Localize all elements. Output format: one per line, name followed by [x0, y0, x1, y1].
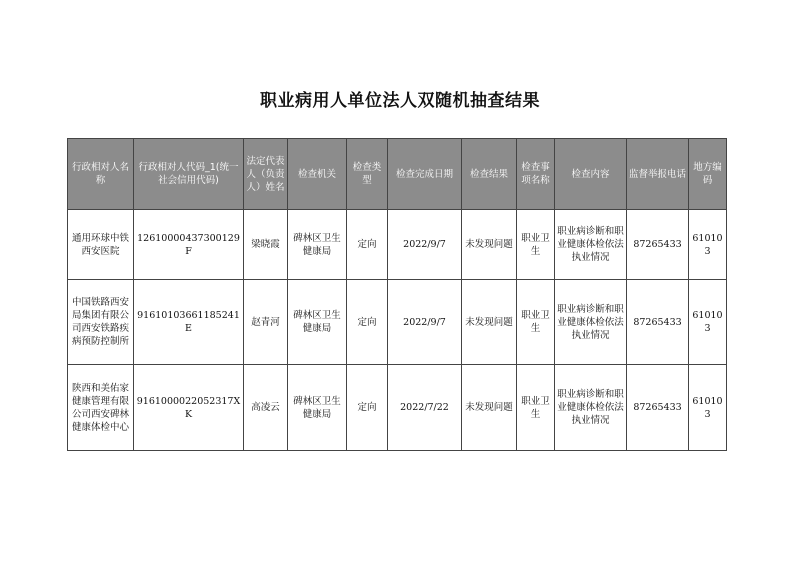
header-legal-rep: 法定代表人（负责人）姓名: [244, 139, 288, 210]
page-title: 职业病用人单位法人双随机抽查结果: [260, 91, 540, 111]
cell-item-name: 职业卫生: [517, 280, 555, 365]
result-table: [67, 138, 727, 451]
cell-item-name: 职业卫生: [517, 210, 555, 280]
cell-authority: 碑林区卫生健康局: [288, 280, 347, 365]
header-completion-date: 检查完成日期: [388, 139, 462, 210]
cell-result: 未发现问题: [462, 280, 517, 365]
cell-credit-code: 91610103661185241E: [134, 280, 244, 365]
cell-credit-code: 12610000437300129F: [134, 210, 244, 280]
cell-completion-date: 2022/9/7: [388, 210, 462, 280]
cell-result: 未发现问题: [462, 365, 517, 451]
header-content: 检查内容: [555, 139, 627, 210]
header-area-code: 地方编码: [689, 139, 727, 210]
header-authority: 检查机关: [288, 139, 347, 210]
header-credit-code: 行政相对人代码_1(统一社会信用代码): [134, 139, 244, 210]
cell-inspection-type: 定向: [347, 280, 388, 365]
cell-completion-date: 2022/7/22: [388, 365, 462, 451]
cell-legal-rep: 高凌云: [244, 365, 288, 451]
cell-result: 未发现问题: [462, 210, 517, 280]
cell-completion-date: 2022/9/7: [388, 280, 462, 365]
cell-area-code: 610103: [689, 280, 727, 365]
header-phone: 监督举报电话: [627, 139, 689, 210]
cell-authority: 碑林区卫生健康局: [288, 210, 347, 280]
cell-entity-name: 中国铁路西安局集团有限公司西安铁路疾病预防控制所: [68, 280, 134, 365]
header-inspection-type: 检查类型: [347, 139, 388, 210]
cell-legal-rep: 赵青河: [244, 280, 288, 365]
header-entity-name: 行政相对人名称: [68, 139, 134, 210]
cell-content: 职业病诊断和职业健康体检依法执业情况: [555, 365, 627, 451]
cell-entity-name: 通用环球中铁西安医院: [68, 210, 134, 280]
table-row: [68, 365, 727, 451]
cell-entity-name: 陕西和美佑家健康管理有限公司西安碑林健康体检中心: [68, 365, 134, 451]
header-item-name: 检查事项名称: [517, 139, 555, 210]
table-row: [68, 280, 727, 365]
cell-phone: 87265433: [627, 365, 689, 451]
cell-inspection-type: 定向: [347, 365, 388, 451]
cell-inspection-type: 定向: [347, 210, 388, 280]
cell-area-code: 610103: [689, 210, 727, 280]
cell-item-name: 职业卫生: [517, 365, 555, 451]
cell-authority: 碑林区卫生健康局: [288, 365, 347, 451]
cell-phone: 87265433: [627, 210, 689, 280]
cell-legal-rep: 梁晓霞: [244, 210, 288, 280]
cell-phone: 87265433: [627, 280, 689, 365]
cell-area-code: 610103: [689, 365, 727, 451]
table-row: [68, 210, 727, 280]
cell-content: 职业病诊断和职业健康体检依法执业情况: [555, 280, 627, 365]
cell-content: 职业病诊断和职业健康体检依法执业情况: [555, 210, 627, 280]
cell-credit-code: 9161000022052317XK: [134, 365, 244, 451]
header-result: 检查结果: [462, 139, 517, 210]
table-header-row: [68, 139, 727, 210]
